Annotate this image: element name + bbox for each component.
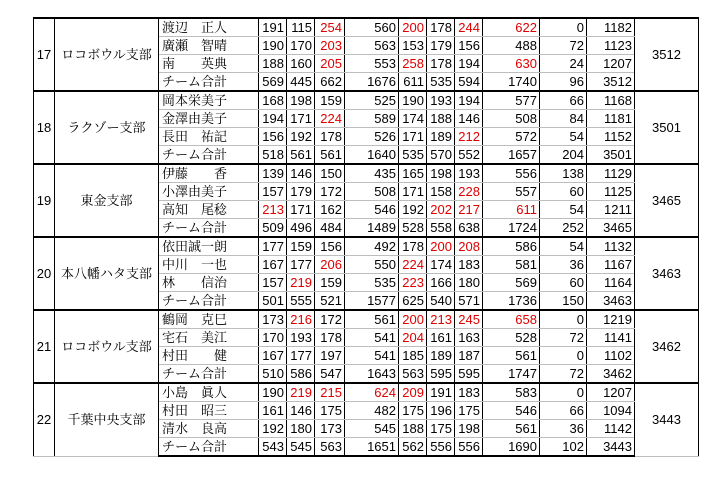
score-cell: 1102 (587, 347, 635, 365)
score-cell: 562 (399, 438, 427, 457)
score-cell: 177 (287, 347, 315, 365)
score-cell: 526 (345, 128, 399, 146)
team-total-label: チーム合計 (159, 146, 259, 165)
score-cell: 224 (399, 256, 427, 274)
score-cell: 535 (399, 146, 427, 165)
score-cell: 1211 (587, 201, 635, 219)
score-cell: 183 (455, 256, 483, 274)
score-cell: 180 (455, 274, 483, 292)
score-cell: 219 (287, 274, 315, 292)
player-name: 高知 尾稔 (159, 201, 259, 219)
player-name: 南 英典 (159, 55, 259, 73)
score-cell: 662 (315, 73, 345, 92)
score-cell: 139 (259, 164, 287, 183)
score-cell: 203 (315, 37, 345, 55)
score-cell: 159 (315, 274, 345, 292)
score-cell: 197 (315, 347, 345, 365)
score-cell: 1690 (483, 438, 540, 457)
score-cell: 1207 (587, 383, 635, 402)
score-cell: 157 (259, 274, 287, 292)
score-cell: 556 (483, 164, 540, 183)
score-cell: 622 (483, 18, 540, 37)
score-cell: 572 (483, 128, 540, 146)
score-cell: 175 (315, 402, 345, 420)
score-cell: 1740 (483, 73, 540, 92)
score-cell: 1132 (587, 237, 635, 256)
score-cell: 508 (483, 110, 540, 128)
player-name: 清水 良高 (159, 420, 259, 438)
score-cell: 509 (259, 219, 287, 238)
player-row (34, 383, 699, 402)
score-cell: 160 (287, 55, 315, 73)
team-rank: 21 (34, 310, 55, 383)
score-cell: 66 (540, 91, 587, 110)
score-cell: 3462 (587, 365, 635, 384)
score-cell: 611 (399, 73, 427, 92)
score-cell: 188 (427, 110, 455, 128)
score-cell: 482 (345, 402, 399, 420)
score-cell: 624 (345, 383, 399, 402)
score-cell: 228 (455, 183, 483, 201)
score-cell: 175 (399, 402, 427, 420)
player-name: 小澤由美子 (159, 183, 259, 201)
score-cell: 208 (455, 237, 483, 256)
score-cell: 158 (427, 183, 455, 201)
score-cell: 528 (399, 219, 427, 238)
score-cell: 501 (259, 292, 287, 311)
score-cell: 577 (483, 91, 540, 110)
score-cell: 60 (540, 274, 587, 292)
score-cell: 178 (399, 237, 427, 256)
score-cell: 595 (455, 365, 483, 384)
score-cell: 3463 (587, 292, 635, 311)
team-grand-total: 3462 (635, 310, 699, 383)
score-cell: 102 (540, 438, 587, 457)
club-name: 東金支部 (55, 164, 159, 237)
team-total-label: チーム合計 (159, 438, 259, 457)
score-cell: 561 (483, 420, 540, 438)
score-cell: 161 (427, 329, 455, 347)
score-cell: 194 (455, 55, 483, 73)
score-cell: 178 (427, 55, 455, 73)
score-cell: 115 (287, 18, 315, 37)
score-cell: 0 (540, 310, 587, 329)
score-cell: 200 (399, 18, 427, 37)
score-cell: 194 (259, 110, 287, 128)
score-cell: 204 (540, 146, 587, 165)
score-cell: 171 (287, 110, 315, 128)
score-cell: 484 (315, 219, 345, 238)
club-name: ラクゾー支部 (55, 91, 159, 164)
score-cell: 150 (540, 292, 587, 311)
score-cell: 1141 (587, 329, 635, 347)
score-cell: 625 (399, 292, 427, 311)
player-row (34, 237, 699, 256)
score-cell: 174 (399, 110, 427, 128)
score-cell: 96 (540, 73, 587, 92)
score-cell: 167 (259, 347, 287, 365)
score-cell: 525 (345, 91, 399, 110)
player-name: 廣瀬 智晴 (159, 37, 259, 55)
score-cell: 547 (315, 365, 345, 384)
score-cell: 1167 (587, 256, 635, 274)
score-cell: 192 (399, 201, 427, 219)
score-cell: 1651 (345, 438, 399, 457)
club-name: 本八幡ハタ支部 (55, 237, 159, 310)
score-cell: 518 (259, 146, 287, 165)
score-cell: 1676 (345, 73, 399, 92)
score-cell: 198 (287, 91, 315, 110)
score-cell: 555 (287, 292, 315, 311)
score-cell: 630 (483, 55, 540, 73)
score-cell: 194 (455, 91, 483, 110)
team-total-label: チーム合計 (159, 365, 259, 384)
score-cell: 66 (540, 402, 587, 420)
score-cell: 84 (540, 110, 587, 128)
score-cell: 168 (259, 91, 287, 110)
team-rank: 18 (34, 91, 55, 164)
score-cell: 213 (259, 201, 287, 219)
score-cell: 1182 (587, 18, 635, 37)
player-name: 村田 昭三 (159, 402, 259, 420)
score-cell: 170 (287, 37, 315, 55)
score-cell: 595 (427, 365, 455, 384)
score-cell: 223 (399, 274, 427, 292)
score-cell: 188 (399, 420, 427, 438)
score-cell: 224 (315, 110, 345, 128)
player-row (34, 310, 699, 329)
score-cell: 535 (345, 274, 399, 292)
score-cell: 190 (259, 383, 287, 402)
score-cell: 171 (399, 128, 427, 146)
score-cell: 159 (315, 91, 345, 110)
score-cell: 556 (455, 438, 483, 457)
score-cell: 173 (259, 310, 287, 329)
score-cell: 553 (345, 55, 399, 73)
score-cell: 212 (455, 128, 483, 146)
score-cell: 3512 (587, 73, 635, 92)
score-cell: 540 (427, 292, 455, 311)
score-cell: 594 (455, 73, 483, 92)
score-cell: 72 (540, 37, 587, 55)
score-cell: 545 (287, 438, 315, 457)
score-cell: 552 (455, 146, 483, 165)
player-name: 小島 眞人 (159, 383, 259, 402)
score-cell: 161 (259, 402, 287, 420)
score-cell: 188 (259, 55, 287, 73)
score-cell: 175 (455, 402, 483, 420)
score-cell: 191 (259, 18, 287, 37)
player-name: 伊藤 香 (159, 164, 259, 183)
team-total-label: チーム合計 (159, 292, 259, 311)
score-cell: 3443 (587, 438, 635, 457)
score-cell: 174 (427, 256, 455, 274)
score-cell: 163 (455, 329, 483, 347)
player-name: 中川 一也 (159, 256, 259, 274)
score-cell: 258 (399, 55, 427, 73)
score-cell: 0 (540, 18, 587, 37)
score-cell: 546 (483, 402, 540, 420)
score-cell: 252 (540, 219, 587, 238)
score-cell: 166 (427, 274, 455, 292)
score-cell: 153 (399, 37, 427, 55)
score-cell: 1094 (587, 402, 635, 420)
score-cell: 156 (315, 237, 345, 256)
score-cell: 156 (259, 128, 287, 146)
team-grand-total: 3463 (635, 237, 699, 310)
team-rank: 17 (34, 18, 55, 91)
score-cell: 175 (427, 420, 455, 438)
score-cell: 36 (540, 256, 587, 274)
score-cell: 192 (259, 420, 287, 438)
player-name: 依田誠一朗 (159, 237, 259, 256)
club-name: 千葉中央支部 (55, 383, 159, 456)
score-cell: 545 (345, 420, 399, 438)
score-cell: 146 (455, 110, 483, 128)
score-cell: 0 (540, 383, 587, 402)
score-cell: 179 (427, 37, 455, 55)
results-body (34, 18, 699, 456)
score-cell: 219 (287, 383, 315, 402)
player-row (34, 164, 699, 183)
score-cell: 543 (259, 438, 287, 457)
team-rank: 19 (34, 164, 55, 237)
score-cell: 172 (315, 183, 345, 201)
score-cell: 563 (345, 37, 399, 55)
score-cell: 1152 (587, 128, 635, 146)
score-cell: 1164 (587, 274, 635, 292)
score-cell: 72 (540, 329, 587, 347)
score-cell: 510 (259, 365, 287, 384)
score-cell: 200 (427, 237, 455, 256)
score-cell: 561 (287, 146, 315, 165)
score-cell: 202 (427, 201, 455, 219)
player-row (34, 18, 699, 37)
score-cell: 180 (287, 420, 315, 438)
score-cell: 254 (315, 18, 345, 37)
score-cell: 165 (399, 164, 427, 183)
score-cell: 178 (315, 128, 345, 146)
score-cell: 1736 (483, 292, 540, 311)
score-cell: 190 (399, 91, 427, 110)
score-cell: 1640 (345, 146, 399, 165)
player-name: 岡本栄美子 (159, 91, 259, 110)
score-cell: 217 (455, 201, 483, 219)
score-cell: 541 (345, 347, 399, 365)
score-cell: 1207 (587, 55, 635, 73)
score-cell: 570 (427, 146, 455, 165)
score-cell: 561 (483, 347, 540, 365)
score-cell: 54 (540, 201, 587, 219)
player-name: 長田 祐記 (159, 128, 259, 146)
score-cell: 171 (399, 183, 427, 201)
score-cell: 508 (345, 183, 399, 201)
score-cell: 1181 (587, 110, 635, 128)
score-cell: 3465 (587, 219, 635, 238)
score-cell: 445 (287, 73, 315, 92)
club-name: ロコボウル支部 (55, 18, 159, 91)
score-cell: 550 (345, 256, 399, 274)
score-cell: 1489 (345, 219, 399, 238)
team-grand-total: 3465 (635, 164, 699, 237)
score-cell: 583 (483, 383, 540, 402)
score-cell: 245 (455, 310, 483, 329)
club-name: ロコボウル支部 (55, 310, 159, 383)
score-cell: 177 (287, 256, 315, 274)
score-cell: 54 (540, 237, 587, 256)
score-cell: 1129 (587, 164, 635, 183)
score-cell: 496 (287, 219, 315, 238)
score-cell: 173 (315, 420, 345, 438)
score-cell: 435 (345, 164, 399, 183)
score-cell: 198 (455, 420, 483, 438)
score-cell: 196 (427, 402, 455, 420)
score-cell: 571 (455, 292, 483, 311)
score-cell: 586 (287, 365, 315, 384)
score-cell: 192 (287, 128, 315, 146)
score-cell: 177 (259, 237, 287, 256)
score-cell: 1168 (587, 91, 635, 110)
score-cell: 209 (399, 383, 427, 402)
score-cell: 189 (427, 128, 455, 146)
score-sheet (33, 17, 699, 457)
score-cell: 162 (315, 201, 345, 219)
score-cell: 586 (483, 237, 540, 256)
score-cell: 54 (540, 128, 587, 146)
score-cell: 488 (483, 37, 540, 55)
score-cell: 215 (315, 383, 345, 402)
score-cell: 546 (345, 201, 399, 219)
score-cell: 569 (259, 73, 287, 92)
score-cell: 557 (483, 183, 540, 201)
score-cell: 167 (259, 256, 287, 274)
score-cell: 521 (315, 292, 345, 311)
score-cell: 1219 (587, 310, 635, 329)
score-cell: 172 (315, 310, 345, 329)
results-table (33, 17, 699, 457)
score-cell: 541 (345, 329, 399, 347)
score-cell: 150 (315, 164, 345, 183)
score-cell: 179 (287, 183, 315, 201)
score-cell: 1125 (587, 183, 635, 201)
score-cell: 1142 (587, 420, 635, 438)
score-cell: 561 (315, 146, 345, 165)
player-name: 宅石 美江 (159, 329, 259, 347)
score-cell: 36 (540, 420, 587, 438)
score-cell: 178 (427, 18, 455, 37)
team-total-label: チーム合計 (159, 73, 259, 92)
score-cell: 569 (483, 274, 540, 292)
score-cell: 138 (540, 164, 587, 183)
team-rank: 22 (34, 383, 55, 456)
score-cell: 1577 (345, 292, 399, 311)
score-cell: 183 (455, 383, 483, 402)
score-cell: 24 (540, 55, 587, 73)
score-cell: 159 (287, 237, 315, 256)
score-cell: 535 (427, 73, 455, 92)
score-cell: 193 (455, 164, 483, 183)
score-cell: 561 (345, 310, 399, 329)
score-cell: 146 (287, 402, 315, 420)
player-name: 金澤由美子 (159, 110, 259, 128)
score-cell: 581 (483, 256, 540, 274)
team-grand-total: 3443 (635, 383, 699, 456)
player-name: 鶴岡 克巳 (159, 310, 259, 329)
score-cell: 190 (259, 37, 287, 55)
score-cell: 563 (315, 438, 345, 457)
score-cell: 3501 (587, 146, 635, 165)
score-cell: 556 (427, 438, 455, 457)
team-total-label: チーム合計 (159, 219, 259, 238)
score-cell: 189 (427, 347, 455, 365)
score-cell: 200 (399, 310, 427, 329)
score-cell: 170 (259, 329, 287, 347)
score-cell: 204 (399, 329, 427, 347)
score-cell: 216 (287, 310, 315, 329)
score-cell: 1123 (587, 37, 635, 55)
score-cell: 213 (427, 310, 455, 329)
score-cell: 60 (540, 183, 587, 201)
score-cell: 0 (540, 347, 587, 365)
score-cell: 638 (455, 219, 483, 238)
player-row (34, 91, 699, 110)
player-name: 林 信治 (159, 274, 259, 292)
score-cell: 1643 (345, 365, 399, 384)
score-cell: 589 (345, 110, 399, 128)
score-cell: 193 (287, 329, 315, 347)
score-cell: 156 (455, 37, 483, 55)
team-grand-total: 3512 (635, 18, 699, 91)
score-cell: 528 (483, 329, 540, 347)
score-cell: 187 (455, 347, 483, 365)
score-cell: 146 (287, 164, 315, 183)
score-cell: 191 (427, 383, 455, 402)
score-cell: 205 (315, 55, 345, 73)
score-cell: 72 (540, 365, 587, 384)
score-cell: 244 (455, 18, 483, 37)
score-cell: 198 (427, 164, 455, 183)
score-cell: 1747 (483, 365, 540, 384)
score-cell: 1724 (483, 219, 540, 238)
player-name: 渡辺 正人 (159, 18, 259, 37)
player-name: 村田 健 (159, 347, 259, 365)
score-cell: 558 (427, 219, 455, 238)
score-cell: 185 (399, 347, 427, 365)
team-rank: 20 (34, 237, 55, 310)
score-cell: 563 (399, 365, 427, 384)
score-cell: 1657 (483, 146, 540, 165)
team-grand-total: 3501 (635, 91, 699, 164)
score-cell: 206 (315, 256, 345, 274)
score-cell: 560 (345, 18, 399, 37)
score-cell: 171 (287, 201, 315, 219)
score-cell: 193 (427, 91, 455, 110)
score-cell: 611 (483, 201, 540, 219)
score-cell: 178 (315, 329, 345, 347)
score-cell: 658 (483, 310, 540, 329)
score-cell: 492 (345, 237, 399, 256)
score-cell: 157 (259, 183, 287, 201)
